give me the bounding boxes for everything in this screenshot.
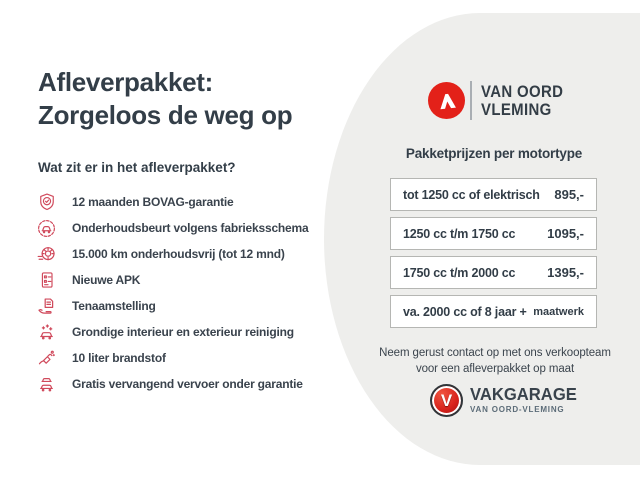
list-item-label: Tenaamstelling bbox=[72, 299, 156, 313]
list-item bbox=[36, 319, 341, 345]
brand-divider bbox=[470, 81, 472, 120]
footer-brand-name: VAKGARAGE bbox=[470, 384, 577, 404]
footer-brand-text bbox=[470, 384, 582, 414]
list-item bbox=[36, 371, 341, 397]
footer-brand bbox=[430, 384, 582, 417]
checklist-icon bbox=[36, 270, 57, 291]
list-item bbox=[36, 293, 341, 319]
speedometer-icon bbox=[36, 244, 57, 265]
shield-check-icon bbox=[36, 192, 57, 213]
price-row bbox=[390, 295, 597, 328]
price-row bbox=[390, 217, 597, 250]
car-clean-icon bbox=[36, 322, 57, 343]
price-table bbox=[390, 178, 597, 334]
price-row-label: 1750 cc t/m 2000 cc bbox=[403, 265, 516, 280]
list-item bbox=[36, 241, 341, 267]
price-row-value: 1095,- bbox=[547, 226, 584, 241]
list-item-label: 12 maanden BOVAG-garantie bbox=[72, 195, 234, 209]
contact-note-line1: Neem gerust contact op met ons verkoopteam bbox=[379, 347, 611, 359]
list-item-label: 10 liter brandstof bbox=[72, 351, 166, 365]
page-title-line2: Zorgeloos de weg op bbox=[38, 100, 293, 130]
footer-brand-subname: VAN OORD-VLEMING bbox=[470, 405, 565, 414]
package-items-list bbox=[36, 189, 341, 397]
price-table-title: Pakketprijzen per motortype bbox=[405, 146, 583, 161]
brand-name bbox=[481, 83, 563, 119]
price-row-value: 895,- bbox=[554, 187, 584, 202]
page-title bbox=[38, 66, 292, 132]
list-item bbox=[36, 189, 341, 215]
price-row-value: 1395,- bbox=[547, 265, 584, 280]
hand-document-icon bbox=[36, 296, 57, 317]
price-row bbox=[390, 178, 597, 211]
list-item-label: Grondige interieur en exterieur reiniging bbox=[72, 325, 294, 339]
list-heading: Wat zit er in het afleverpakket? bbox=[38, 160, 236, 175]
contact-note-line2: voor een afleverpakket op maat bbox=[415, 363, 575, 375]
brand-logo-circle bbox=[428, 82, 465, 119]
brand-name-line2: VLEMING bbox=[481, 99, 552, 119]
list-item bbox=[36, 215, 341, 241]
list-item-label: Gratis vervangend vervoer onder garantie bbox=[72, 377, 303, 391]
brand-a-icon bbox=[433, 87, 459, 113]
two-cars-icon bbox=[36, 374, 57, 395]
car-service-icon bbox=[36, 218, 57, 239]
list-item bbox=[36, 267, 341, 293]
page-title-line1: Afleverpakket: bbox=[38, 67, 213, 97]
fuel-pump-icon bbox=[36, 348, 57, 369]
brand-header bbox=[428, 81, 575, 120]
price-row-value: maatwerk bbox=[533, 305, 584, 318]
list-item-label: Onderhoudsbeurt volgens fabrieksschema bbox=[72, 221, 309, 235]
brand-name-line1: VAN OORD bbox=[481, 81, 564, 101]
list-item-label: Nieuwe APK bbox=[72, 273, 141, 287]
list-item-label: 15.000 km onderhoudsvrij (tot 12 mnd) bbox=[72, 247, 285, 261]
list-item bbox=[36, 345, 341, 371]
contact-note bbox=[370, 345, 620, 377]
price-row bbox=[390, 256, 597, 289]
price-row-label: va. 2000 cc of 8 jaar + bbox=[403, 304, 527, 319]
vakgarage-badge-icon bbox=[430, 384, 463, 417]
vakgarage-badge-letter: V bbox=[440, 391, 453, 410]
price-row-label: tot 1250 cc of elektrisch bbox=[403, 187, 540, 202]
price-row-label: 1250 cc t/m 1750 cc bbox=[403, 226, 516, 241]
